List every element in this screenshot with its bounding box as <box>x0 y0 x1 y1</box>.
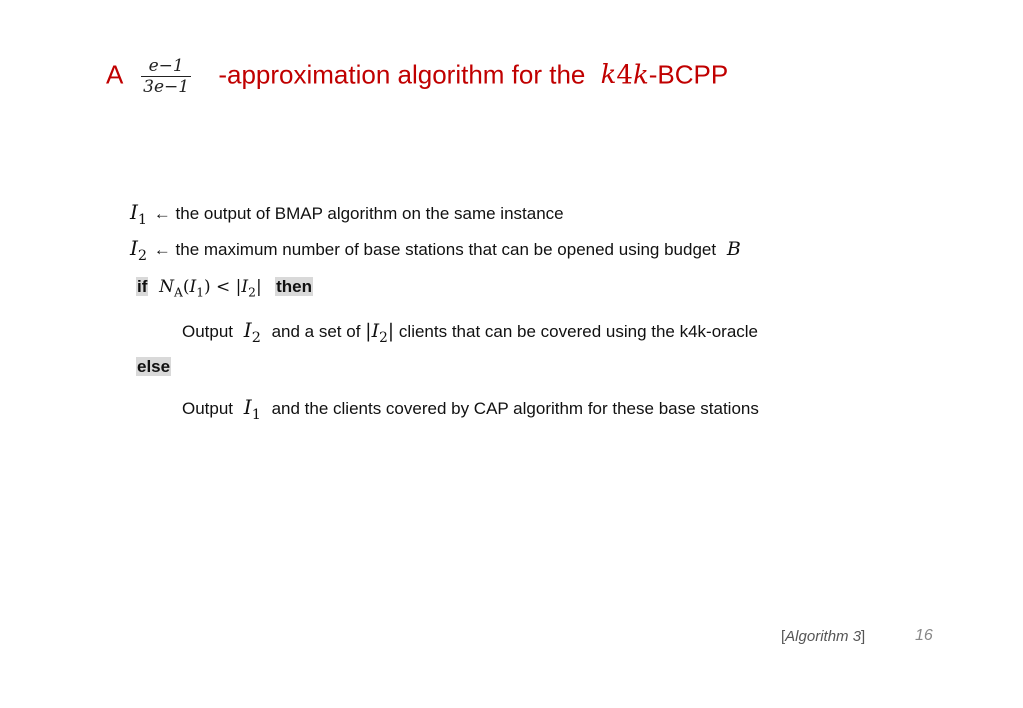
reference-text: Algorithm 3 <box>785 628 862 645</box>
line-6-end-text: and the clients covered by CAP algorithm for these base stations <box>271 399 759 418</box>
var-i1: $I_1$ <box>130 200 148 229</box>
output-label: Output <box>182 399 234 418</box>
fraction-denominator: 3e−1 <box>143 77 190 97</box>
var-i1: $I_1$ <box>243 395 261 424</box>
algo-line-2 <box>130 236 741 264</box>
var-i2: $I_2$ <box>243 318 261 347</box>
budget-var: B <box>726 238 741 260</box>
var-i2: $I_2$ <box>130 236 148 265</box>
else-keyword: else <box>137 357 171 376</box>
output-label: Output <box>182 322 234 341</box>
algo-line-5 <box>136 357 171 377</box>
page-number: 16 <box>915 627 933 644</box>
line-4-mid-text: and a set of <box>271 322 361 341</box>
title-fraction <box>141 56 191 97</box>
title-four: 4 <box>616 60 633 91</box>
if-keyword: if <box>137 277 148 296</box>
title-suffix: -BCPP <box>648 59 729 90</box>
algo-line-6 <box>182 395 759 423</box>
then-keyword: then <box>276 277 312 296</box>
title-k-second: k <box>632 60 649 91</box>
title-middle: -approximation algorithm for the <box>218 59 586 90</box>
line-1-text: the output of BMAP algorithm on the same instance <box>175 204 564 223</box>
title-k-first: k <box>600 60 617 91</box>
slide-title <box>106 56 728 97</box>
algo-line-1 <box>130 200 564 228</box>
algorithm-reference: [Algorithm 3] <box>781 628 866 645</box>
fraction-numerator: e−1 <box>141 56 191 77</box>
line-2-text: the maximum number of base stations that can be opened using budget <box>175 240 717 259</box>
assign-arrow: ← <box>153 240 171 259</box>
condition: $N_A(I_1) < |I_2|$ <box>159 277 262 300</box>
algo-line-3 <box>136 277 313 299</box>
abs-i2: $|I_2|$ <box>365 320 395 346</box>
line-4-end-text: clients that can be covered using the k4k-oracle <box>398 322 759 341</box>
algo-line-4 <box>182 318 758 346</box>
assign-arrow: ← <box>153 204 171 223</box>
title-prefix: A <box>106 59 122 90</box>
